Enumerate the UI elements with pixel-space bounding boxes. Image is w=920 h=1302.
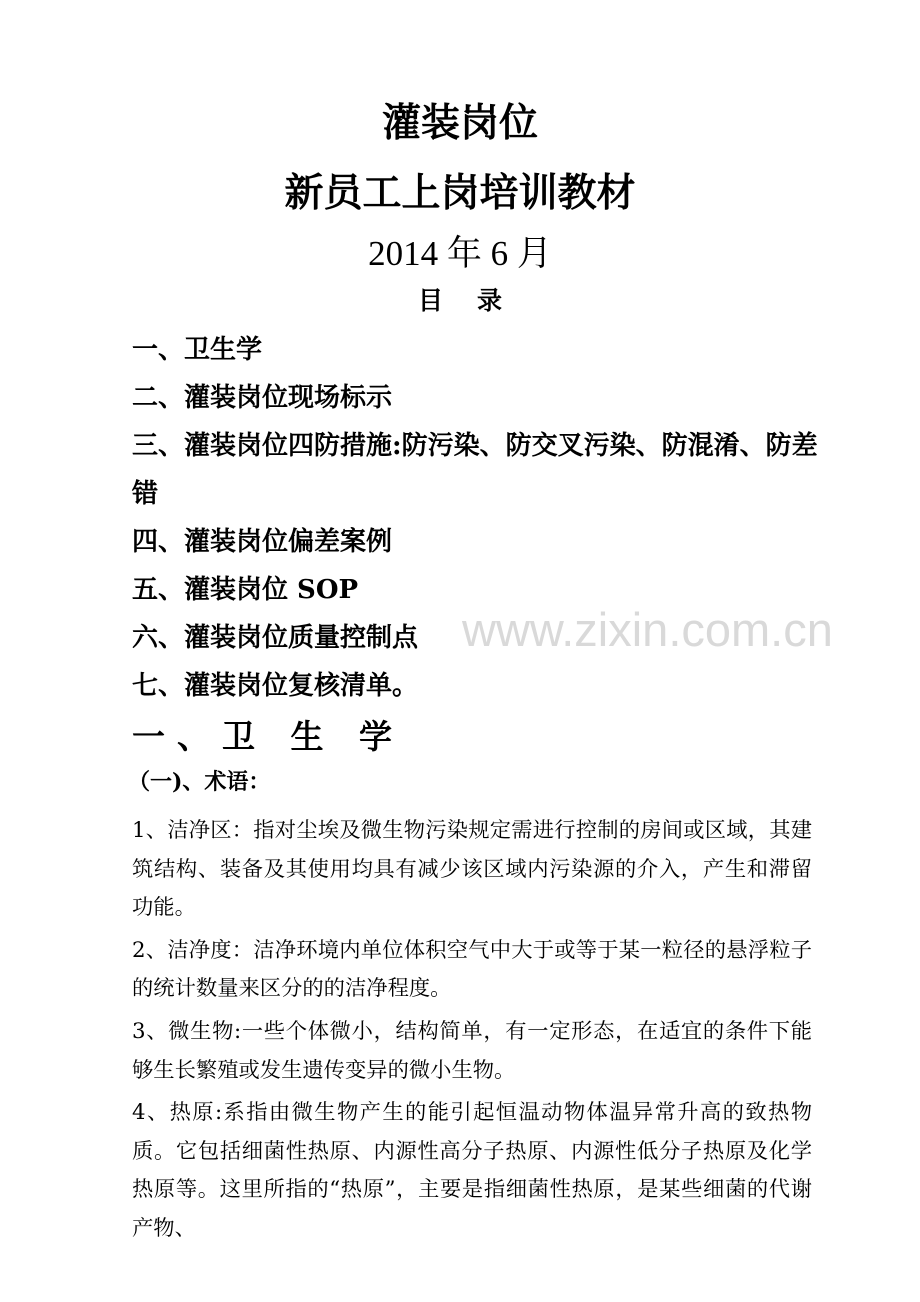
paragraph: 2、洁净度：洁净环境内单位体积空气中大于或等于某一粒径的悬浮粒子的统计数量来区分的的洁净程度。 [132, 937, 812, 1002]
toc-item: 五、灌装岗位 SOP [132, 575, 359, 605]
document-title: 灌装岗位 [381, 100, 538, 146]
subsection-heading: （一)、术语： [128, 769, 271, 795]
toc-item: 六、灌装岗位质量控制点 [132, 623, 419, 653]
toc-item: 一、卫生学 [132, 335, 263, 365]
paragraph: 3、微生物:一些个体微小，结构简单，有一定形态，在适宜的条件下能够生长繁殖或发生遗传变异的微小生物。 [132, 1018, 812, 1083]
toc-item: 三、灌装岗位四防措施:防污染、防交叉污染、防混淆、防差错 [132, 431, 818, 509]
toc-item: 二、灌装岗位现场标示 [132, 383, 393, 413]
section-body [132, 812, 812, 1253]
toc-heading: 目录 [417, 286, 536, 315]
watermark: www.zixin.com.cn [462, 603, 833, 656]
paragraph: 1、洁净区：指对尘埃及微生物污染规定需进行控制的房间或区域，其建筑结构、装备及其使用均具有减少该区域内污染源的介入，产生和滞留功能。 [132, 818, 812, 921]
paragraph: 4、热原:系指由微生物产生的能引起恒温动物体温异常升高的致热物质。它包括细菌性热原、内源性高分子热原、内源性低分子热原及化学热原等。这里所指的“热原”，主要是指细菌性热原，是某些细菌的代谢产物、 [132, 1100, 812, 1241]
toc-item: 四、灌装岗位偏差案例 [132, 527, 393, 557]
document-subtitle: 新员工上岗培训教材 [284, 170, 636, 216]
section-heading: 一、卫 生 学 [132, 717, 404, 756]
document-date: 2014 年 6 月 [368, 234, 552, 273]
toc-item: 七、灌装岗位复核清单。 [132, 671, 419, 701]
